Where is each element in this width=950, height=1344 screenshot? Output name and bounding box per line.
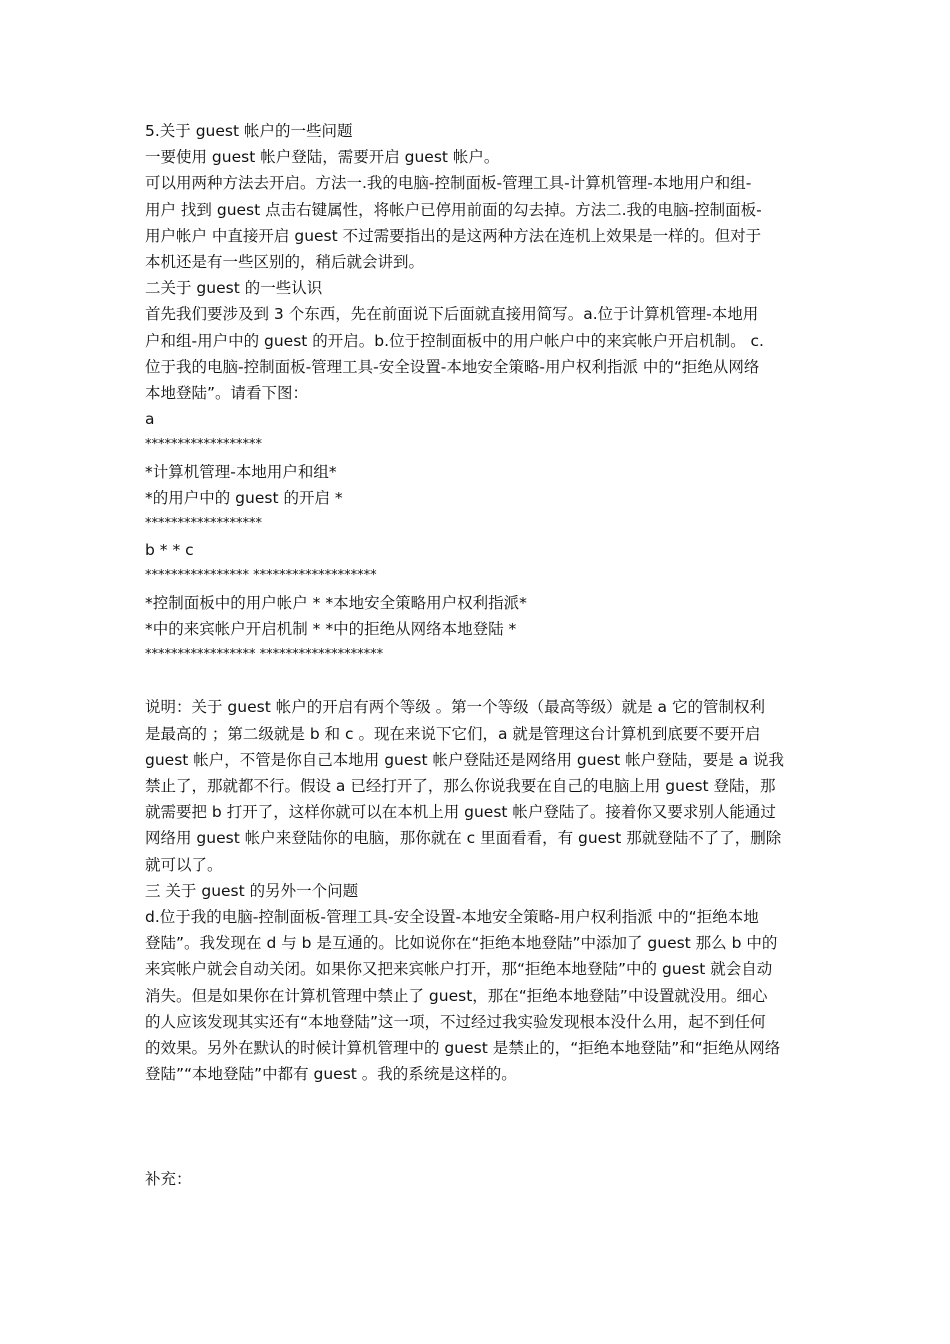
section5-line: 本机还是有一些区别的，稍后就会讲到。 — [145, 253, 425, 272]
diagram-a-stars-bottom: ****************** — [145, 516, 262, 532]
explanation-line: 就可以了。 — [145, 855, 223, 874]
explanation-line: 网络用 guest 帐户来登陆你的电脑，那你就在 c 里面看看，有 guest 那就登陆不了了，删除 — [145, 829, 782, 848]
document-page — [145, 118, 810, 1192]
section3-line: 登陆”。我发现在 d 与 b 是互通的。比如说你在“拒绝本地登陆”中添加了 guest 那么 b 中的 — [145, 934, 778, 953]
section5-heading: 5.关于 guest 帐户的一些问题 — [145, 122, 353, 140]
section3-line: 消失。但是如果你在计算机管理中禁止了 guest，那在“拒绝本地登陆”中设置就没用。细心 — [145, 986, 768, 1005]
section5-line: 用户帐户 中直接开启 guest 不过需要指出的是这两种方法在连机上效果是一样的。但对于 — [145, 226, 762, 245]
diagram-a-stars-top: ****************** — [145, 437, 262, 453]
section3-heading: 三 关于 guest 的另外一个问题 — [145, 881, 359, 900]
section5-line: 一要使用 guest 帐户登陆，需要开启 guest 帐户。 — [145, 148, 500, 167]
section5-line: 用户 找到 guest 点击右键属性，将帐户已停用前面的勾去掉。方法二.我的电脑-控制面板- — [145, 200, 762, 219]
section3-line: 登陆”“本地登陆”中都有 guest 。我的系统是这样的。 — [145, 1065, 517, 1084]
explanation-line: 是最高的 ；第二级就是 b 和 c 。现在来说下它们，a 就是管理这台计算机到底要不要开启 — [145, 724, 761, 743]
diagram-bc-line: *中的来宾帐户开启机制 * *中的拒绝从网络本地登陆 * — [145, 619, 517, 638]
diagram-a-line: *计算机管理-本地用户和组* — [145, 462, 337, 481]
paragraph-spacer — [145, 668, 810, 694]
section2-heading: 二关于 guest 的一些认识 — [145, 279, 323, 298]
section2-line: 本地登陆”。请看下图： — [145, 384, 309, 403]
section3-line: 的人应该发现其实还有“本地登陆”这一项，不过经过我实验发现根本没什么用，起不到任何 — [145, 1012, 766, 1031]
explanation-line: 禁止了，那就都不行。假设 a 已经打开了，那么你说我要在自己的电脑上用 guest 登陆，那 — [145, 777, 776, 796]
section5-line: 可以用两种方法去开启。方法一.我的电脑-控制面板-管理工具-计算机管理-本地用户和组- — [145, 174, 752, 193]
section3-line: 的效果。另外在默认的时候计算机管理中的 guest 是禁止的，“拒绝本地登陆”和“拒绝从网络 — [145, 1039, 781, 1058]
explanation-line: guest 帐户，不管是你自己本地用 guest 帐户登陆还是网络用 guest 帐户登陆，要是 a 说我 — [145, 750, 785, 769]
paragraph-spacer — [145, 1088, 810, 1140]
supplement-label: 补充： — [145, 1169, 192, 1188]
diagram-bc-line: *控制面板中的用户帐户 * *本地安全策略用户权利指派* — [145, 593, 527, 612]
paragraph-spacer — [145, 1140, 810, 1166]
diagram-bc-stars-bottom: ***************** ******************* — [145, 647, 384, 663]
explanation-line: 说明：关于 guest 帐户的开启有两个等级 。第一个等级（最高等级）就是 a 它的管制权利 — [145, 698, 765, 717]
section3-line: 来宾帐户就会自动关闭。如果你又把来宾帐户打开，那“拒绝本地登陆”中的 guest 就会自动 — [145, 960, 773, 979]
section2-line: 位于我的电脑-控制面板-管理工具-安全设置-本地安全策略-用户权利指派 中的“拒绝从网络 — [145, 357, 760, 376]
section3-line: d.位于我的电脑-控制面板-管理工具-安全设置-本地安全策略-用户权利指派 中的“拒绝本地 — [145, 908, 759, 927]
diagram-bc-stars-top: **************** ******************* — [145, 568, 377, 584]
section2-line: 首先我们要涉及到 3 个东西，先在前面说下后面就直接用简写。a.位于计算机管理-本地用 — [145, 305, 759, 324]
diagram-bc-label: b * * c — [145, 541, 194, 560]
diagram-a-line: *的用户中的 guest 的开启 * — [145, 488, 343, 507]
section2-line: 户和组-用户中的 guest 的开启。b.位于控制面板中的用户帐户中的来宾帐户开启机制。 c. — [145, 331, 764, 350]
diagram-a-label: a — [145, 410, 155, 429]
explanation-line: 就需要把 b 打开了，这样你就可以在本机上用 guest 帐户登陆了。接着你又要求别人能通过 — [145, 803, 776, 822]
